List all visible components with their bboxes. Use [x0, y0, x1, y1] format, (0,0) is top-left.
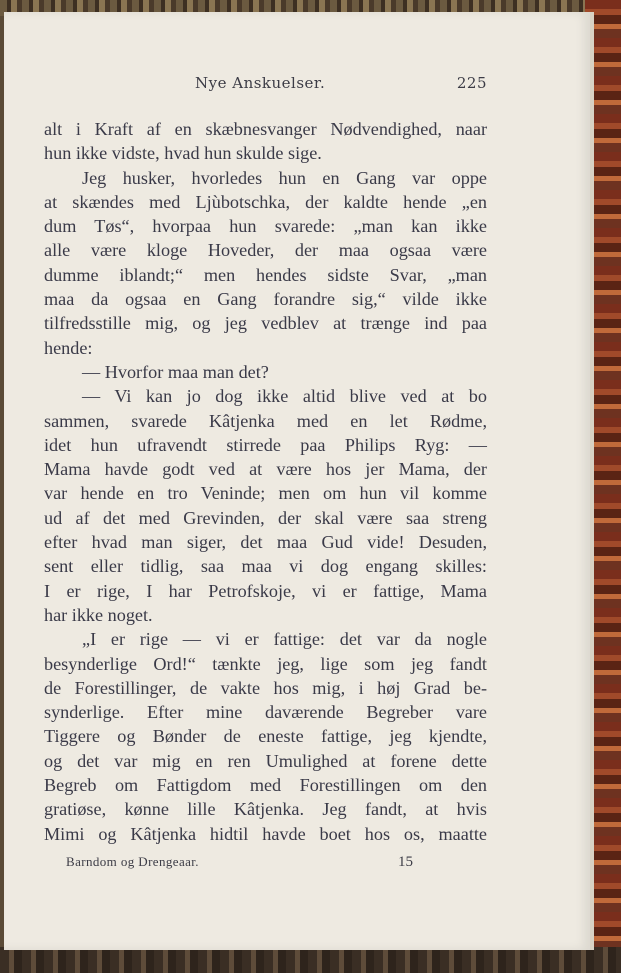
book-cover-bottom-edge [0, 947, 621, 973]
text-line: — Hvorfor maa man det? [82, 361, 269, 382]
text-line: „I er rige — vi er fattige: det var da nogle [82, 629, 487, 650]
text-line: Tiggere og Bønder de eneste fattige, jeg kjendte, [44, 726, 487, 747]
text-line: var hende en tro Veninde; men om hun vil komme [44, 483, 487, 504]
page-footer [44, 852, 487, 874]
text-line: Begreb om Fattigdom med Forestillingen om den [44, 775, 487, 796]
running-title: Nye Anskuelser. [195, 74, 326, 92]
text-line: alle være kloge Hoveder, der maa ogsaa være [44, 240, 487, 261]
text-line: at skændes med Ljùbotschka, der kaldte hende „en [44, 191, 487, 212]
text-line: tilfredsstille mig, og jeg vedblev at trænge ind paa [44, 313, 487, 334]
text-line: efter hvad man siger, det maa Gud vide! Desuden, [44, 532, 487, 553]
text-line: I er rige, I har Petrofskoje, vi er fattige, Mama [44, 580, 487, 601]
text-line: Mimi og Kâtjenka hidtil havde boet hos os, maatte [44, 823, 487, 844]
running-header [44, 74, 487, 98]
text-line: gratiøse, kønne lille Kâtjenka. Jeg fandt, at hvis [44, 799, 487, 820]
text-line: besynderlige Ord!“ tænkte jeg, lige som jeg fandt [44, 653, 487, 674]
text-line: alt i Kraft af en skæbnesvanger Nødvendighed, naar [44, 119, 487, 139]
text-line: Mama havde godt ved at være hos jer Mama, der [44, 459, 487, 480]
page-number: 225 [456, 74, 487, 92]
body-text [44, 117, 487, 846]
text-line: sammen, svarede Kâtjenka med en let Rødme, [44, 410, 487, 431]
printer-signature-text: Barndom og Drengeaar. [66, 854, 199, 869]
text-line: ud af det med Grevinden, der skal være saa streng [44, 507, 487, 528]
printer-signature-number: 15 [398, 854, 413, 870]
text-line: sent eller tidlig, saa maa vi dog engang skilles: [44, 556, 487, 577]
text-line: — Vi kan jo dog ikke altid blive ved at bo [82, 386, 487, 407]
text-line: dumme iblandt;“ men hendes sidste Svar, „man [44, 264, 487, 285]
text-line: og det var mig en ren Umulighed at forene dette [44, 750, 487, 771]
text-line: dum Tøs“, hvorpaa hun svarede: „man kan ikke [44, 216, 487, 237]
text-line: har ikke noget. [44, 604, 153, 625]
text-line: de Forestillinger, de vakte hos mig, i høj Grad be- [44, 677, 487, 698]
text-line: idet hun ufravendt stirrede paa Philips Ryg: — [44, 434, 487, 455]
text-line: synderlige. Efter mine daværende Begreber vare [44, 702, 487, 723]
text-line: Jeg husker, hvorledes hun en Gang var oppe [82, 167, 487, 188]
text-line: hun ikke vidste, hvad hun skulde sige. [44, 143, 322, 164]
text-line: maa da ogsaa en Gang forandre sig,“ vilde ikke [44, 289, 487, 310]
book-page [4, 12, 594, 950]
text-line: hende: [44, 337, 93, 358]
